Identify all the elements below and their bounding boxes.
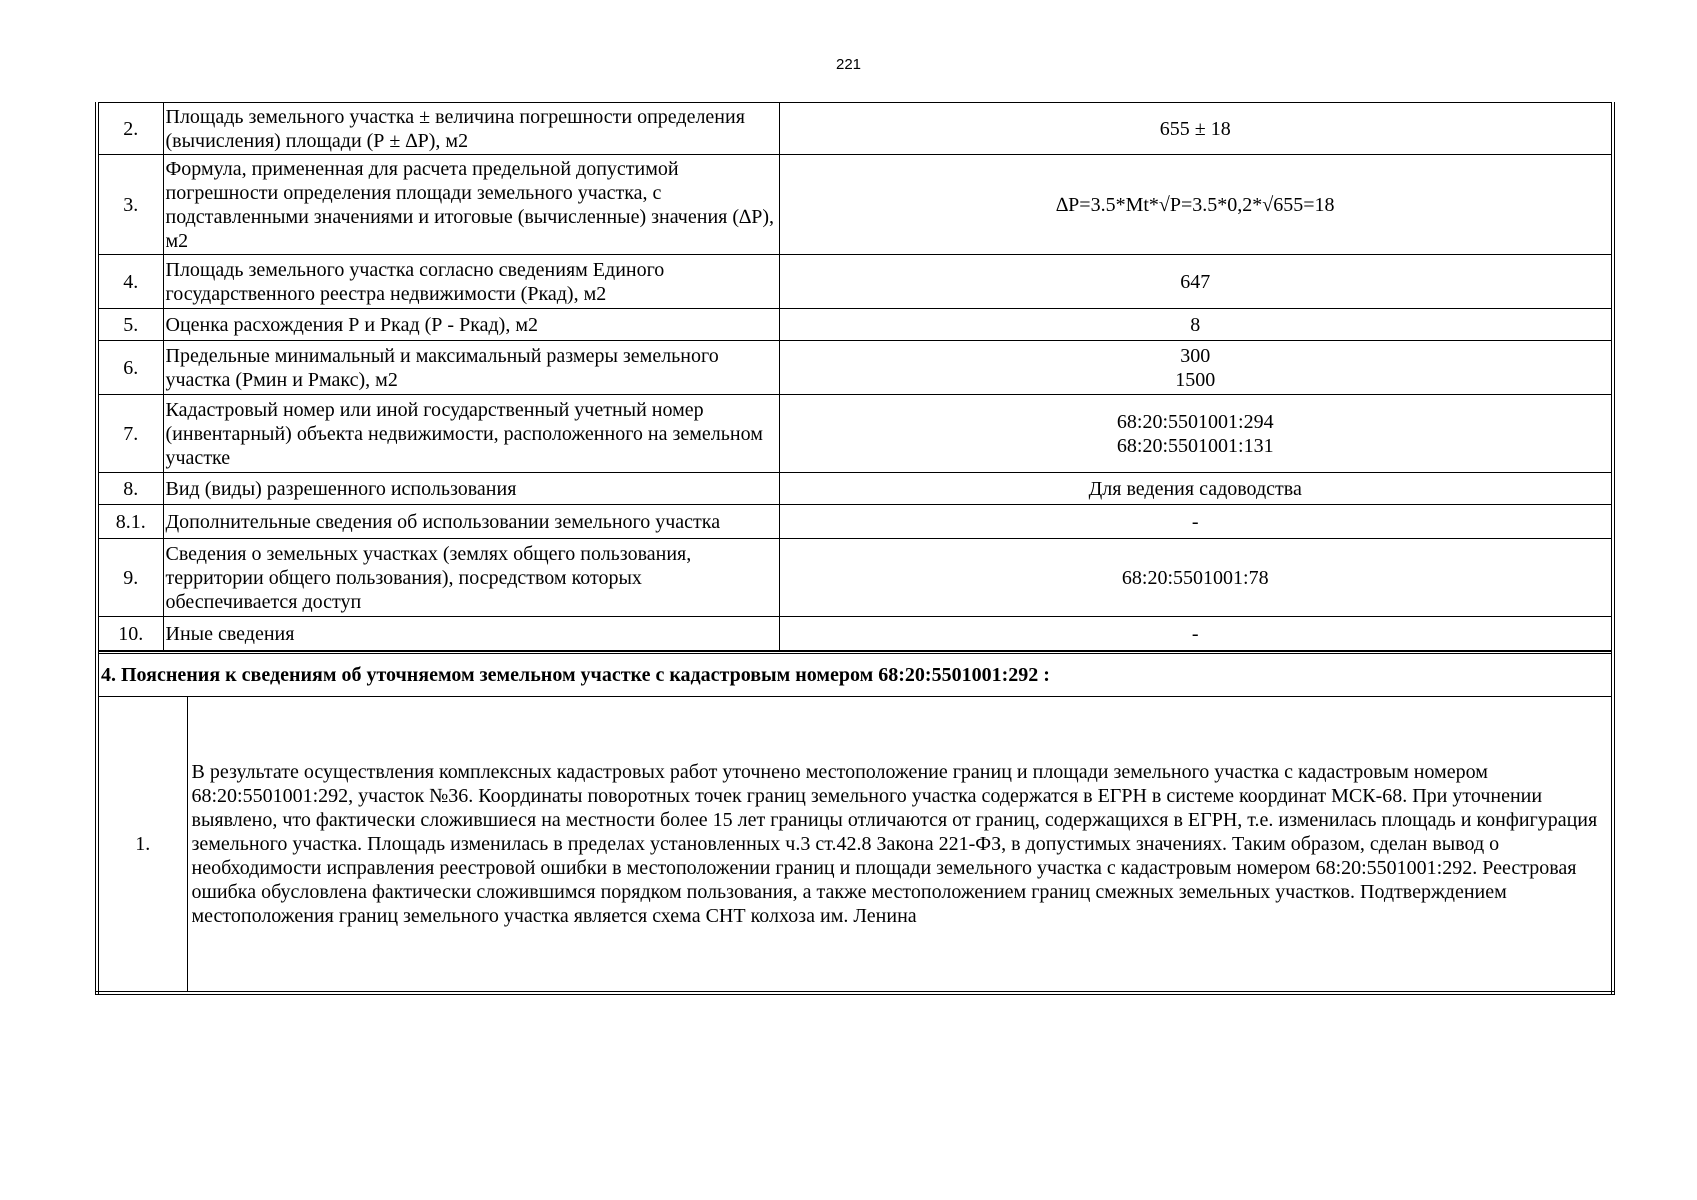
row-label: Дополнительные сведения об использовании земельного участка bbox=[163, 505, 779, 539]
parcel-info-table bbox=[95, 102, 1615, 651]
row-label: Иные сведения bbox=[163, 617, 779, 651]
row-value bbox=[779, 395, 1613, 473]
row-value bbox=[779, 341, 1613, 395]
row-value: ∆Р=3.5*Mt*√Р=3.5*0,2*√655=18 bbox=[779, 155, 1613, 255]
row-value-line: 68:20:5501001:131 bbox=[1116, 434, 1274, 457]
table-row bbox=[97, 155, 1613, 255]
table-row bbox=[97, 473, 1613, 505]
row-value-line: 300 bbox=[1180, 344, 1211, 367]
table-row bbox=[97, 505, 1613, 539]
table-row bbox=[97, 395, 1613, 473]
row-number: 8.1. bbox=[97, 505, 163, 539]
row-value: 68:20:5501001:78 bbox=[779, 539, 1613, 617]
row-value: 647 bbox=[779, 255, 1613, 309]
row-value: - bbox=[779, 617, 1613, 651]
row-number: 3. bbox=[97, 155, 163, 255]
explanation-number: 1. bbox=[97, 697, 187, 994]
document-body bbox=[95, 102, 1615, 995]
section-heading-row bbox=[97, 653, 1613, 697]
row-value-line: 68:20:5501001:294 bbox=[1116, 410, 1274, 433]
row-number: 4. bbox=[97, 255, 163, 309]
row-label: Оценка расхождения Р и Ркад (Р - Ркад), м2 bbox=[163, 309, 779, 341]
row-label: Кадастровый номер или иной государственный учетный номер (инвентарный) объекта недвижимости, расположенного на земельном участке bbox=[163, 395, 779, 473]
row-number: 2. bbox=[97, 103, 163, 155]
table-row bbox=[97, 539, 1613, 617]
row-number: 5. bbox=[97, 309, 163, 341]
row-number: 7. bbox=[97, 395, 163, 473]
row-label: Формула, примененная для расчета предельной допустимой погрешности определения площади земельного участка, с подставленными значениями и итоговые (вычисленные) значения (∆Р), м2 bbox=[163, 155, 779, 255]
row-label: Площадь земельного участка согласно сведениям Единого государственного реестра недвижимости (Ркад), м2 bbox=[163, 255, 779, 309]
row-value-line: 1500 bbox=[1175, 368, 1216, 391]
table-row bbox=[97, 617, 1613, 651]
row-label: Площадь земельного участка ± величина погрешности определения (вычисления) площади (Р ± ∆Р), м2 bbox=[163, 103, 779, 155]
row-label: Сведения о земельных участках (землях общего пользования, территории общего пользования), посредством которых обеспечивается доступ bbox=[163, 539, 779, 617]
row-label: Предельные минимальный и максимальный размеры земельного участка (Рмин и Рмакс), м2 bbox=[163, 341, 779, 395]
row-number: 6. bbox=[97, 341, 163, 395]
row-value: 655 ± 18 bbox=[779, 103, 1613, 155]
row-number: 10. bbox=[97, 617, 163, 651]
table-row bbox=[97, 341, 1613, 395]
explanations-section bbox=[95, 651, 1615, 995]
table-row bbox=[97, 309, 1613, 341]
table-row bbox=[97, 255, 1613, 309]
page-number: 221 bbox=[835, 56, 862, 73]
row-label: Вид (виды) разрешенного использования bbox=[163, 473, 779, 505]
row-value: 8 bbox=[779, 309, 1613, 341]
row-number: 9. bbox=[97, 539, 163, 617]
section-heading: 4. Пояснения к сведениям об уточняемом земельном участке с кадастровым номером 68:20:5501001:292 : bbox=[97, 653, 1613, 697]
row-number: 8. bbox=[97, 473, 163, 505]
explanation-text: В результате осуществления комплексных кадастровых работ уточнено местоположение границ и площади земельного участка с кадастровым номером 68:20:5501001:292, участок №36. Координаты поворотных точек границ земельного участка содержатся в ЕГРН в системе координат МСК-68. При уточнении выявлено, что фактически сложившиеся на местности более 15 лет границы отличаются от границ, содержащихся в ЕГРН, т.е. изменилась площадь и конфигурация земельного участка. Площадь изменилась в пределах установленных ч.3 ст.42.8 Закона 221-ФЗ, в допустимых значениях. Таким образом, сделан вывод о необходимости исправления реестровой ошибки в местоположении границ и площади земельного участка с кадастровым номером 68:20:5501001:292. Реестровая ошибка обусловлена фактически сложившимся порядком пользования, а также местоположением границ смежных земельных участков. Подтверждением местоположения границ земельного участка является схема СНТ колхоза им. Ленина bbox=[187, 697, 1613, 994]
row-value: Для ведения садоводства bbox=[779, 473, 1613, 505]
list-item bbox=[97, 697, 1613, 994]
row-value: - bbox=[779, 505, 1613, 539]
table-row bbox=[97, 103, 1613, 155]
